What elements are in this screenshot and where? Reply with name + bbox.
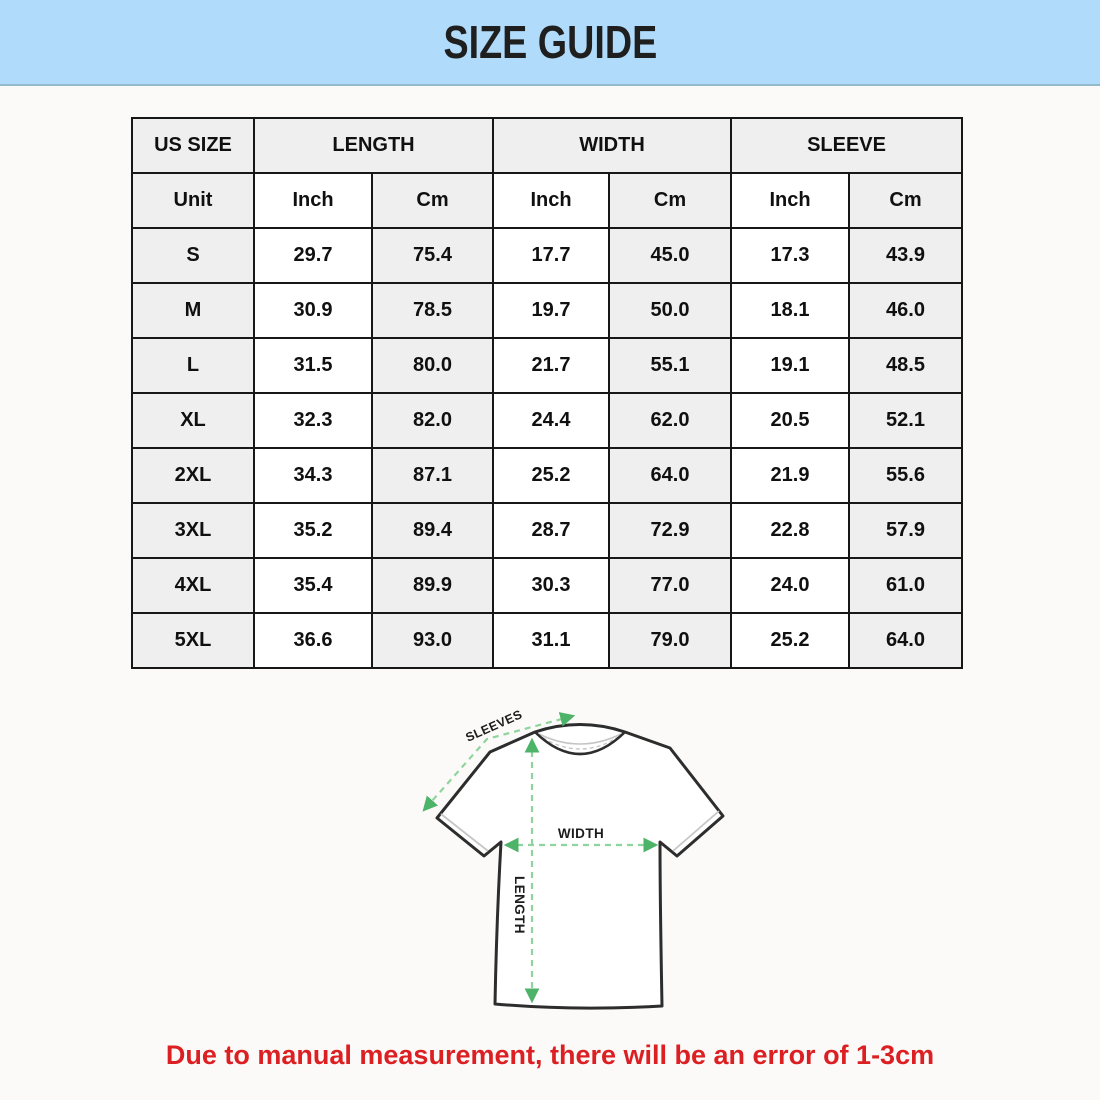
value-cell: 18.1 bbox=[731, 283, 849, 338]
value-cell: 21.7 bbox=[493, 338, 609, 393]
value-cell: 77.0 bbox=[609, 558, 731, 613]
value-cell: 61.0 bbox=[849, 558, 962, 613]
value-cell: 34.3 bbox=[254, 448, 372, 503]
table-row-s bbox=[132, 228, 962, 283]
col-header-length: LENGTH bbox=[254, 118, 493, 173]
table-row-2xl bbox=[132, 448, 962, 503]
value-cell: 87.1 bbox=[372, 448, 493, 503]
value-cell: 79.0 bbox=[609, 613, 731, 668]
value-cell: 21.9 bbox=[731, 448, 849, 503]
value-cell: 62.0 bbox=[609, 393, 731, 448]
value-cell: 46.0 bbox=[849, 283, 962, 338]
value-cell: 45.0 bbox=[609, 228, 731, 283]
table-row-m bbox=[132, 283, 962, 338]
value-cell: 31.5 bbox=[254, 338, 372, 393]
unit-cell: Cm bbox=[609, 173, 731, 228]
size-cell: 5XL bbox=[132, 613, 254, 668]
value-cell: 19.7 bbox=[493, 283, 609, 338]
value-cell: 20.5 bbox=[731, 393, 849, 448]
value-cell: 43.9 bbox=[849, 228, 962, 283]
size-table bbox=[131, 117, 963, 669]
size-cell: M bbox=[132, 283, 254, 338]
table-row-3xl bbox=[132, 503, 962, 558]
table-unit-row bbox=[132, 173, 962, 228]
value-cell: 72.9 bbox=[609, 503, 731, 558]
value-cell: 64.0 bbox=[609, 448, 731, 503]
value-cell: 17.7 bbox=[493, 228, 609, 283]
col-header-sleeve: SLEEVE bbox=[731, 118, 962, 173]
tshirt-diagram-svg bbox=[390, 690, 790, 1050]
value-cell: 30.9 bbox=[254, 283, 372, 338]
value-cell: 89.9 bbox=[372, 558, 493, 613]
value-cell: 36.6 bbox=[254, 613, 372, 668]
tshirt-outline bbox=[437, 725, 723, 1009]
value-cell: 25.2 bbox=[731, 613, 849, 668]
value-cell: 75.4 bbox=[372, 228, 493, 283]
size-cell: XL bbox=[132, 393, 254, 448]
size-cell: 3XL bbox=[132, 503, 254, 558]
tshirt-measurement-diagram bbox=[390, 690, 790, 1050]
value-cell: 82.0 bbox=[372, 393, 493, 448]
value-cell: 25.2 bbox=[493, 448, 609, 503]
table-row-4xl bbox=[132, 558, 962, 613]
value-cell: 89.4 bbox=[372, 503, 493, 558]
unit-cell: Cm bbox=[372, 173, 493, 228]
unit-cell: Inch bbox=[254, 173, 372, 228]
size-cell: S bbox=[132, 228, 254, 283]
value-cell: 52.1 bbox=[849, 393, 962, 448]
value-cell: 78.5 bbox=[372, 283, 493, 338]
table-group-header-row bbox=[132, 118, 962, 173]
page-title: SIZE GUIDE bbox=[443, 16, 657, 68]
size-cell: L bbox=[132, 338, 254, 393]
width-label: WIDTH bbox=[557, 826, 605, 841]
value-cell: 17.3 bbox=[731, 228, 849, 283]
value-cell: 30.3 bbox=[493, 558, 609, 613]
col-header-us-size: US SIZE bbox=[132, 118, 254, 173]
value-cell: 55.1 bbox=[609, 338, 731, 393]
table-row-5xl bbox=[132, 613, 962, 668]
value-cell: 35.4 bbox=[254, 558, 372, 613]
value-cell: 48.5 bbox=[849, 338, 962, 393]
value-cell: 29.7 bbox=[254, 228, 372, 283]
size-cell: 2XL bbox=[132, 448, 254, 503]
unit-cell: Inch bbox=[493, 173, 609, 228]
unit-cell: Cm bbox=[849, 173, 962, 228]
table-row-xl bbox=[132, 393, 962, 448]
value-cell: 50.0 bbox=[609, 283, 731, 338]
value-cell: 32.3 bbox=[254, 393, 372, 448]
sleeves-label: SLEEVES bbox=[463, 707, 525, 745]
value-cell: 80.0 bbox=[372, 338, 493, 393]
value-cell: 57.9 bbox=[849, 503, 962, 558]
value-cell: 19.1 bbox=[731, 338, 849, 393]
unit-cell: Inch bbox=[731, 173, 849, 228]
size-guide-banner bbox=[0, 0, 1100, 86]
value-cell: 93.0 bbox=[372, 613, 493, 668]
value-cell: 35.2 bbox=[254, 503, 372, 558]
value-cell: 55.6 bbox=[849, 448, 962, 503]
value-cell: 31.1 bbox=[493, 613, 609, 668]
value-cell: 24.0 bbox=[731, 558, 849, 613]
size-cell: 4XL bbox=[132, 558, 254, 613]
value-cell: 28.7 bbox=[493, 503, 609, 558]
unit-cell: Unit bbox=[132, 173, 254, 228]
measurement-error-note: Due to manual measurement, there will be an error of 1-3cm bbox=[165, 1040, 935, 1070]
col-header-width: WIDTH bbox=[493, 118, 731, 173]
value-cell: 64.0 bbox=[849, 613, 962, 668]
table-row-l bbox=[132, 338, 962, 393]
length-label: LENGTH bbox=[512, 876, 527, 934]
value-cell: 22.8 bbox=[731, 503, 849, 558]
value-cell: 24.4 bbox=[493, 393, 609, 448]
